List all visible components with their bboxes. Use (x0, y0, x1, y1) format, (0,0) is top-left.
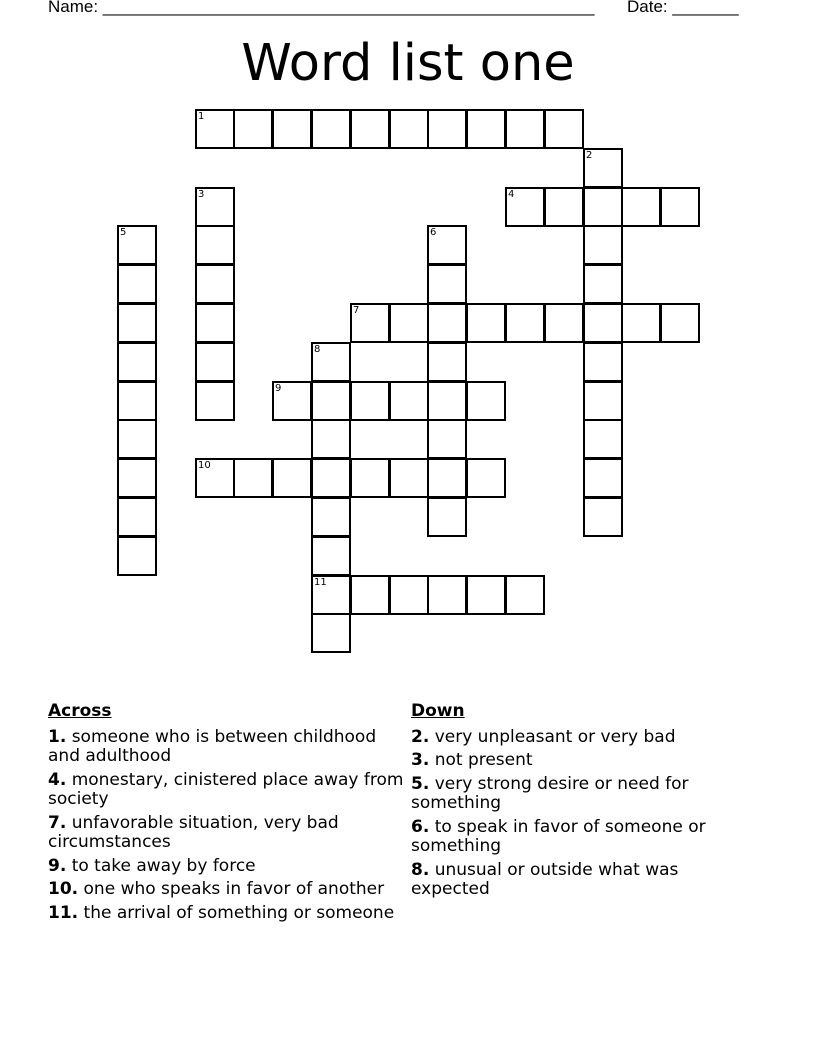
grid-cell[interactable] (350, 458, 390, 498)
grid-cell[interactable] (195, 225, 235, 265)
clue-down: 2. very unpleasant or very bad (411, 726, 676, 747)
down-clues (411, 702, 741, 904)
clue-number: 3 (198, 189, 205, 200)
clue-number: 10 (198, 460, 211, 471)
clue-across: 11. the arrival of something or someone (48, 902, 395, 923)
grid-cell[interactable] (427, 303, 467, 343)
grid-cell[interactable] (466, 381, 506, 421)
grid-cell[interactable] (544, 109, 584, 149)
grid-cell[interactable] (311, 497, 351, 537)
clue-down: 3. not present (411, 750, 533, 770)
grid-cell[interactable] (311, 575, 351, 615)
grid-cell[interactable] (195, 303, 235, 343)
grid-cell[interactable] (389, 575, 429, 615)
grid-cell[interactable] (505, 109, 545, 149)
grid-cell[interactable] (427, 497, 467, 537)
grid-cell[interactable] (117, 303, 157, 343)
date-field: Date: _______ (627, 0, 739, 16)
clue-across: 1. someone who is between childhood and adulthood (48, 726, 377, 766)
grid-cell[interactable] (233, 109, 273, 149)
name-field: Name: ____________________________________________________ (48, 0, 595, 16)
grid-cell[interactable] (427, 342, 467, 382)
grid-cell[interactable] (621, 187, 661, 227)
grid-cell[interactable] (583, 264, 623, 304)
grid-cell[interactable] (389, 381, 429, 421)
across-heading: Across (48, 701, 112, 721)
clue-number: 11 (314, 577, 327, 588)
grid-cell[interactable] (311, 613, 351, 653)
grid-cell[interactable] (195, 109, 235, 149)
grid-cell[interactable] (621, 303, 661, 343)
clue-down: 5. very strong desire or need for something (411, 773, 689, 813)
grid-cell[interactable] (583, 419, 623, 459)
grid-cell[interactable] (505, 575, 545, 615)
grid-cell[interactable] (117, 225, 157, 265)
grid-cell[interactable] (583, 458, 623, 498)
grid-cell[interactable] (583, 497, 623, 537)
grid-cell[interactable] (583, 225, 623, 265)
grid-cell[interactable] (466, 303, 506, 343)
clue-number: 7 (353, 305, 360, 316)
grid-cell[interactable] (195, 187, 235, 227)
clue-across: 7. unfavorable situation, very bad circumstances (48, 812, 339, 852)
grid-cell[interactable] (117, 497, 157, 537)
clue-number: 5 (120, 227, 127, 238)
grid-cell[interactable] (117, 264, 157, 304)
grid-cell[interactable] (466, 109, 506, 149)
grid-cell[interactable] (311, 342, 351, 382)
grid-cell[interactable] (427, 264, 467, 304)
across-clues (48, 702, 406, 927)
grid-cell[interactable] (311, 458, 351, 498)
grid-cell[interactable] (350, 575, 390, 615)
grid-cell[interactable] (389, 458, 429, 498)
grid-cell[interactable] (272, 109, 312, 149)
grid-cell[interactable] (389, 303, 429, 343)
grid-cell[interactable] (427, 381, 467, 421)
grid-cell[interactable] (311, 381, 351, 421)
grid-cell[interactable] (466, 575, 506, 615)
clue-number: 9 (275, 383, 282, 394)
clue-number: 4 (508, 189, 515, 200)
clue-across: 10. one who speaks in favor of another (48, 879, 385, 899)
grid-cell[interactable] (389, 109, 429, 149)
grid-cell[interactable] (195, 342, 235, 382)
clue-number: 1 (198, 111, 205, 122)
grid-cell[interactable] (272, 381, 312, 421)
grid-cell[interactable] (350, 303, 390, 343)
grid-cell[interactable] (195, 264, 235, 304)
clue-across: 4. monestary, cinistered place away from society (48, 769, 404, 809)
page-title: Word list one (241, 34, 575, 93)
grid-cell[interactable] (583, 187, 623, 227)
grid-cell[interactable] (117, 381, 157, 421)
grid-cell[interactable] (427, 109, 467, 149)
clue-number: 8 (314, 344, 321, 355)
grid-cell[interactable] (583, 148, 623, 188)
grid-cell[interactable] (544, 187, 584, 227)
grid-cell[interactable] (272, 458, 312, 498)
grid-cell[interactable] (427, 458, 467, 498)
grid-cell[interactable] (117, 342, 157, 382)
clue-number: 2 (586, 150, 593, 161)
grid-cell[interactable] (660, 303, 700, 343)
grid-cell[interactable] (505, 187, 545, 227)
grid-cell[interactable] (311, 536, 351, 576)
grid-cell[interactable] (233, 458, 273, 498)
grid-cell[interactable] (427, 575, 467, 615)
grid-cell[interactable] (311, 419, 351, 459)
grid-cell[interactable] (350, 381, 390, 421)
grid-cell[interactable] (195, 458, 235, 498)
grid-cell[interactable] (195, 381, 235, 421)
down-heading: Down (411, 701, 465, 721)
grid-cell[interactable] (427, 419, 467, 459)
grid-cell[interactable] (583, 381, 623, 421)
grid-cell[interactable] (466, 458, 506, 498)
grid-cell[interactable] (350, 109, 390, 149)
grid-cell[interactable] (544, 303, 584, 343)
grid-cell[interactable] (117, 458, 157, 498)
clue-across: 9. to take away by force (48, 855, 256, 876)
grid-cell[interactable] (583, 303, 623, 343)
grid-cell[interactable] (311, 109, 351, 149)
clue-number: 6 (430, 227, 437, 238)
grid-cell[interactable] (117, 419, 157, 459)
grid-cell[interactable] (583, 342, 623, 382)
clue-down: 8. unusual or outside what was expected (411, 859, 679, 899)
grid-cell[interactable] (117, 536, 157, 576)
grid-cell[interactable] (660, 187, 700, 227)
grid-cell[interactable] (505, 303, 545, 343)
clue-down: 6. to speak in favor of someone or something (411, 816, 706, 856)
grid-cell[interactable] (427, 225, 467, 265)
